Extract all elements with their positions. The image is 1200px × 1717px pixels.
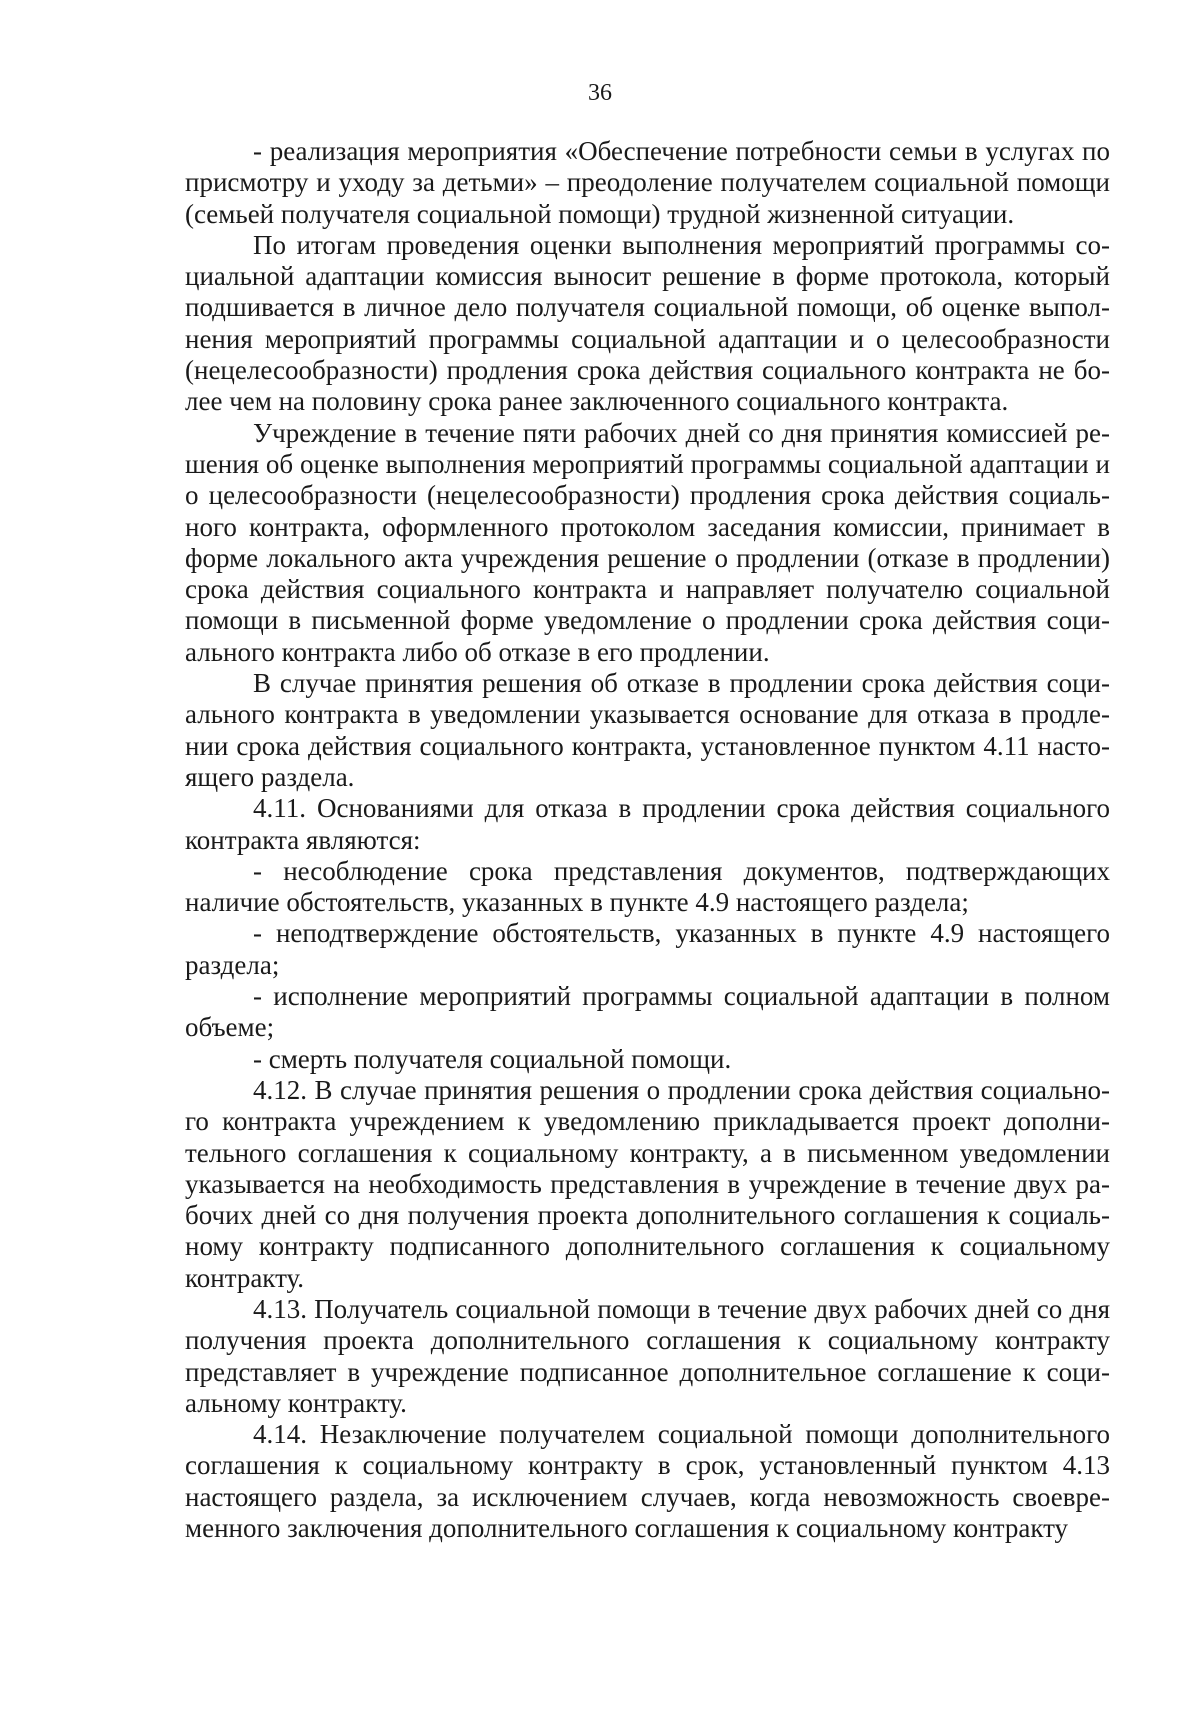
paragraph-ground-unconfirmed: - неподтверждение обстоятельств, указанных в пункте 4.9 настоящего раздела; [185,918,1110,980]
paragraph-institution-notification: Учреждение в течение пяти рабочих дней со дня принятия комиссией решения об оценке выполнения мероприятий программы социальной адаптации и о целесообразности (нецелесообразности) продления срока действия социального контракта, оформленного протоколом заседания комиссии, принимает в форме локального акта учреждения решение о продлении (отказе в продлении) срока действия социального контракта и направляет получателю социальной помощи в письменной форме уведомление о продлении срока действия социального контракта либо об отказе в его продлении. [185,417,1110,667]
page-number: 36 [588,80,612,106]
paragraph-clause-4-11: 4.11. Основаниями для отказа в продлении срока действия социального контракта являются: [185,793,1110,855]
paragraph-commission-decision: По итогам проведения оценки выполнения мероприятий программы социальной адаптации комиссия выносит решение в форме протокола, который подшивается в личное дело получателя социальной помощи, об оценке выполнения мероприятий программы социальной адаптации и о целесообразности (нецелесообразности) продления срока действия социального контракта не более чем на половину срока ранее заключенного социального контракта. [185,229,1110,417]
paragraph-clause-4-14: 4.14. Незаключение получателем социальной помощи дополнительного соглашения к социальному контракту в срок, установленный пунктом 4.13 настоящего раздела, за исключением случаев, когда невозможность своевременного заключения дополнительного соглашения к социальному контракту [185,1419,1110,1544]
paragraph-clause-4-13: 4.13. Получатель социальной помощи в течение двух рабочих дней со дня получения проекта дополнительного соглашения к социальному контракту представляет в учреждение подписанное дополнительное соглашение к социальному контракту. [185,1293,1110,1418]
document-body [185,136,1110,1544]
paragraph-refusal-grounds-notice: В случае принятия решения об отказе в продлении срока действия социального контракта в уведомлении указывается основание для отказа в продлении срока действия социального контракта, установленное пунктом 4.11 настоящего раздела. [185,668,1110,792]
paragraph-ground-completed: - исполнение мероприятий программы социальной адаптации в полном объеме; [185,981,1110,1043]
paragraph-item-childcare-measure: - реализация мероприятия «Обеспечение потребности семьи в услугах по присмотру и уходу за детьми» – преодоление получателем социальной помощи (семьей получателя социальной помощи) трудной жизненной ситуации. [185,136,1110,229]
paragraph-clause-4-12: 4.12. В случае принятия решения о продлении срока действия социального контракта учреждением к уведомлению прикладывается проект дополнительного соглашения к социальному контракту, а в письменном уведомлении указывается на необходимость представления в учреждение в течение двух рабочих дней со дня получения проекта дополнительного соглашения к социальному контракту подписанного дополнительного соглашения к социальному контракту. [185,1074,1110,1293]
paragraph-ground-missed-deadline: - несоблюдение срока представления документов, подтверждающих наличие обстоятельств, указанных в пункте 4.9 настоящего раздела; [185,855,1110,918]
paragraph-ground-death: - смерть получателя социальной помощи. [253,1043,732,1074]
